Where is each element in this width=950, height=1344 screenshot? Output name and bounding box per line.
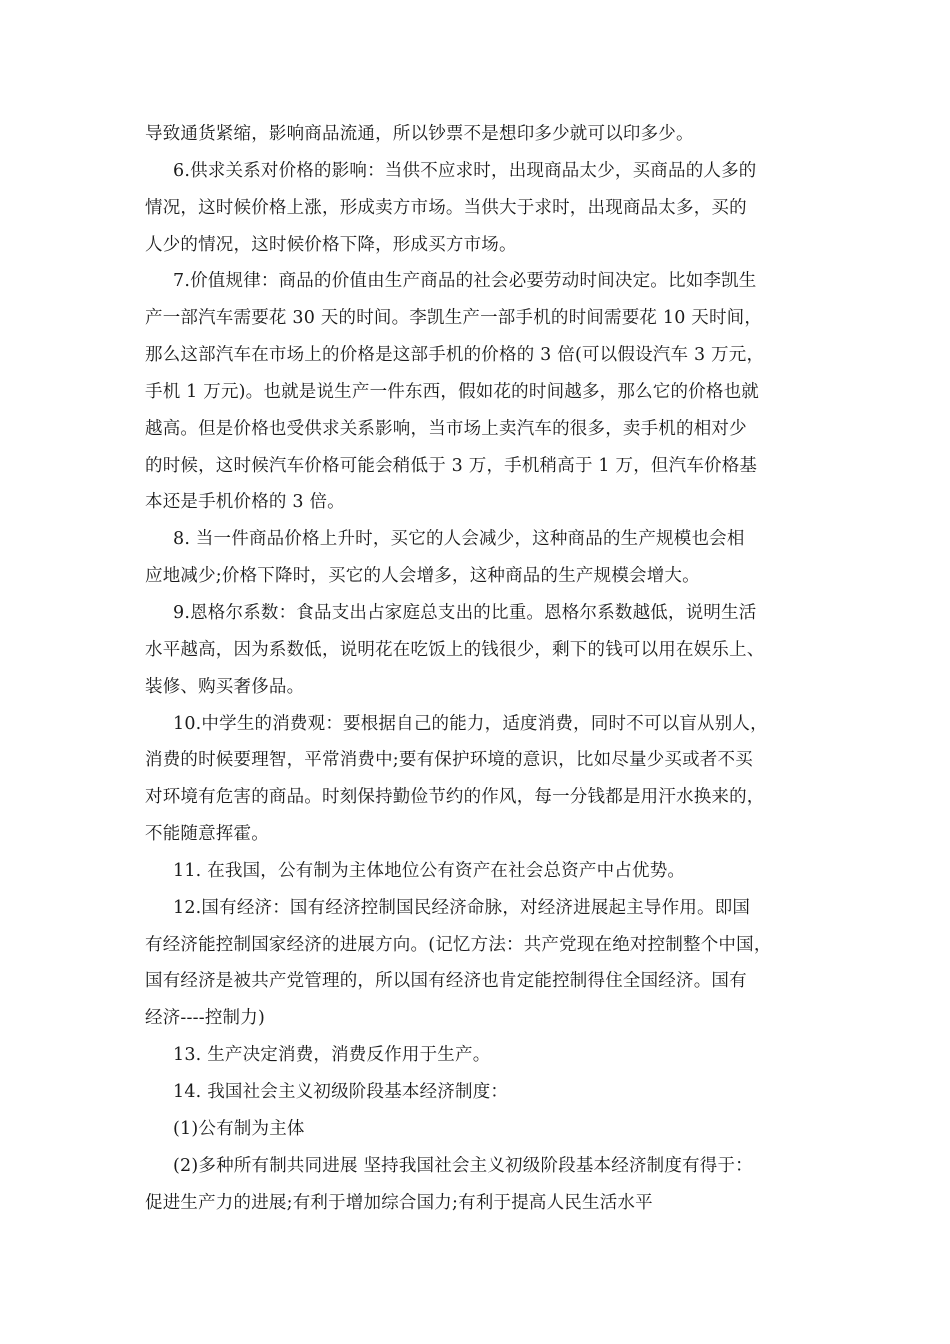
text-line: 产一部汽车需要花 30 天的时间。李凯生产一部手机的时间需要花 10 天时间， xyxy=(145,308,763,328)
paragraph-12-line: 12.国有经济：国有经济控制国民经济命脉，对经济进展起主导作用。即国 xyxy=(173,898,751,918)
text-line: 经济----控制力) xyxy=(145,1008,265,1028)
text-line: 本还是手机价格的 3 倍。 xyxy=(145,492,345,512)
text-line: 装修、购买奢侈品。 xyxy=(145,677,305,697)
list-item-2: (2)多种所有制共同进展 坚持我国社会主义初级阶段基本经济制度有得于： xyxy=(173,1156,753,1176)
text-line: 促进生产力的进展;有利于增加综合国力;有利于提高人民生活水平 xyxy=(145,1193,653,1213)
text-line: 应地减少;价格下降时，买它的人会增多，这种商品的生产规模会增大。 xyxy=(145,566,700,586)
text-line: 那么这部汽车在市场上的价格是这部手机的价格的 3 倍(可以假设汽车 3 万元， xyxy=(145,345,765,365)
text-line: 对环境有危害的商品。时刻保持勤俭节约的作风，每一分钱都是用汗水换来的， xyxy=(145,787,765,807)
paragraph-11-line: 11. 在我国，公有制为主体地位公有资产在社会总资产中占优势。 xyxy=(173,861,686,881)
text-line: 的时候，这时候汽车价格可能会稍低于 3 万，手机稍高于 1 万，但汽车价格基 xyxy=(145,456,758,476)
text-line: 国有经济是被共产党管理的，所以国有经济也肯定能控制得住全国经济。国有 xyxy=(145,971,747,991)
paragraph-9-line: 9.恩格尔系数：食品支出占家庭总支出的比重。恩格尔系数越低，说明生活 xyxy=(173,603,757,623)
text-line: 越高。但是价格也受供求关系影响，当市场上卖汽车的很多，卖手机的相对少 xyxy=(145,419,747,439)
paragraph-14-line: 14. 我国社会主义初级阶段基本经济制度： xyxy=(173,1082,509,1102)
text-line: 水平越高，因为系数低，说明花在吃饭上的钱很少，剩下的钱可以用在娱乐上、 xyxy=(145,640,765,660)
text-line: 人少的情况，这时候价格下降，形成买方市场。 xyxy=(145,235,517,255)
text-line: 手机 1 万元)。也就是说生产一件东西，假如花的时间越多，那么它的价格也就 xyxy=(145,382,759,402)
list-item-1: (1)公有制为主体 xyxy=(173,1119,305,1139)
text-line: 有经济能控制国家经济的进展方向。(记忆方法：共产党现在绝对控制整个中国， xyxy=(145,935,772,955)
paragraph-10-line: 10.中学生的消费观：要根据自己的能力，适度消费，同时不可以盲从别人， xyxy=(173,714,768,734)
paragraph-7-line: 7.价值规律：商品的价值由生产商品的社会必要劳动时间决定。比如李凯生 xyxy=(173,271,757,291)
text-line: 情况，这时候价格上涨，形成卖方市场。当供大于求时，出现商品太多，买的 xyxy=(145,198,747,218)
text-line: 消费的时候要理智，平常消费中;要有保护环境的意识，比如尽量少买或者不买 xyxy=(145,750,753,770)
paragraph-8-line: 8. 当一件商品价格上升时，买它的人会减少，这种商品的生产规模也会相 xyxy=(173,529,745,549)
paragraph-6-line: 6.供求关系对价格的影响：当供不应求时，出现商品太少，买商品的人多的 xyxy=(173,161,757,181)
text-line: 导致通货紧缩，影响商品流通，所以钞票不是想印多少就可以印多少。 xyxy=(145,124,694,144)
text-line: 不能随意挥霍。 xyxy=(145,824,269,844)
paragraph-13-line: 13. 生产决定消费，消费反作用于生产。 xyxy=(173,1045,491,1065)
